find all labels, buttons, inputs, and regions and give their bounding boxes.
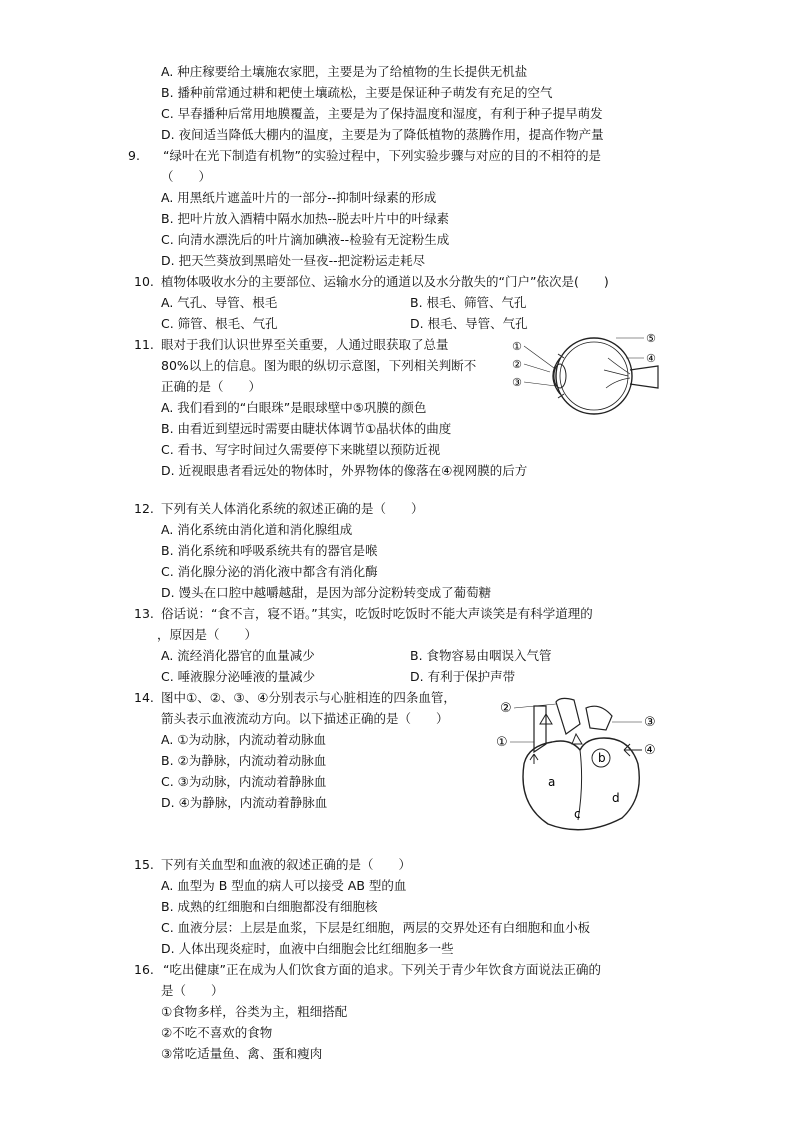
- q13-option-a: A. 流经消化器官的血量减少: [161, 648, 315, 663]
- heart-diagram: [494, 694, 664, 834]
- q11-number: 11.: [134, 337, 154, 352]
- eye-label-4: ④: [646, 352, 656, 365]
- q12-number: 12.: [134, 501, 154, 516]
- q9-stem: “绿叶在光下制造有机物”的实验过程中，下列实验步骤与对应的目的不相符的是: [163, 148, 601, 163]
- q16-item-1: ①食物多样，谷类为主，粗细搭配: [161, 1004, 348, 1019]
- q13-stem-cont: ，原因是（ ）: [157, 627, 258, 642]
- q8-option-d: D. 夜间适当降低大棚内的温度，主要是为了降低植物的蒸腾作用，提高作物产量: [161, 127, 604, 142]
- q13-stem: 俗话说：“食不言，寝不语。”其实，吃饭时吃饭时不能大声谈笑是有科学道理的: [161, 606, 593, 621]
- q16-stem: “吃出健康”正在成为人们饮食方面的追求。下列关于青少年饮食方面说法正确的: [163, 962, 601, 977]
- q11-option-d: D. 近视眼患者看远处的物体时，外界物体的像落在④视网膜的后方: [161, 463, 528, 478]
- q9-option-a: A. 用黑纸片遮盖叶片的一部分--抑制叶绿素的形成: [161, 190, 437, 205]
- q9-option-c: C. 向清水漂洗后的叶片滴加碘液--检验有无淀粉生成: [161, 232, 450, 247]
- eye-label-5: ⑤: [646, 332, 656, 345]
- q15-option-a: A. 血型为 B 型血的病人可以接受 AB 型的血: [161, 878, 407, 893]
- eye-diagram: [508, 328, 668, 420]
- q10-stem: 植物体吸收水分的主要部位、运输水分的通道以及水分散失的“门户”依次是( ): [161, 274, 609, 289]
- q13-option-c: C. 唾液腺分泌唾液的量减少: [161, 669, 316, 684]
- q11-option-a: A. 我们看到的“白眼珠”是眼球壁中⑤巩膜的颜色: [161, 400, 427, 415]
- q12-option-c: C. 消化腺分泌的消化液中都含有消化酶: [161, 564, 378, 579]
- q12-stem: 下列有关人体消化系统的叙述正确的是（ ）: [161, 501, 424, 516]
- q9-option-d: D. 把天竺葵放到黑暗处一昼夜--把淀粉运走耗尽: [161, 253, 426, 268]
- q15-stem: 下列有关血型和血液的叙述正确的是（ ）: [161, 857, 412, 872]
- q9-option-b: B. 把叶片放入酒精中隔水加热--脱去叶片中的叶绿素: [161, 211, 450, 226]
- q14-stem-cont: 箭头表示血液流动方向。以下描述正确的是（ ）: [161, 711, 449, 726]
- q16-number: 16.: [134, 962, 154, 977]
- q9-stem-cont: （ ）: [161, 169, 212, 184]
- heart-label-4: ④: [644, 743, 656, 758]
- heart-chamber-b: b: [598, 751, 606, 765]
- q11-option-c: C. 看书、写字时间过久需要停下来眺望以预防近视: [161, 442, 441, 457]
- heart-chamber-d: d: [612, 791, 620, 805]
- q8-option-c: C. 早春播种后常用地膜覆盖，主要是为了保持温度和湿度，有利于种子提早萌发: [161, 106, 603, 121]
- q16-item-2: ②不吃不喜欢的食物: [161, 1025, 273, 1040]
- q15-option-b: B. 成熟的红细胞和白细胞都没有细胞核: [161, 899, 378, 914]
- eye-label-1: ①: [512, 340, 522, 353]
- q11-stem-line3: 正确的是（ ）: [161, 379, 262, 394]
- q10-option-b: B. 根毛、筛管、气孔: [410, 295, 527, 310]
- heart-label-1: ①: [496, 735, 508, 750]
- eye-label-2: ②: [512, 358, 522, 371]
- q15-option-c: C. 血液分层：上层是血浆，下层是红细胞，两层的交界处还有白细胞和血小板: [161, 920, 591, 935]
- q15-number: 15.: [134, 857, 154, 872]
- q11-stem-line2: 80%以上的信息。图为眼的纵切示意图，下列相关判断不: [161, 358, 477, 373]
- q13-option-d: D. 有利于保护声带: [410, 669, 516, 684]
- q8-option-b: B. 播种前常通过耕和耙使土壤疏松，主要是保证种子萌发有充足的空气: [161, 85, 553, 100]
- q12-option-d: D. 馒头在口腔中越嚼越甜，是因为部分淀粉转变成了葡萄糖: [161, 585, 492, 600]
- q12-option-a: A. 消化系统由消化道和消化腺组成: [161, 522, 353, 537]
- q14-option-d: D. ④为静脉，内流动着静脉血: [161, 795, 328, 810]
- q14-option-c: C. ③为动脉，内流动着静脉血: [161, 774, 327, 789]
- q12-option-b: B. 消化系统和呼吸系统共有的器官是喉: [161, 543, 378, 558]
- q14-number: 14.: [134, 690, 154, 705]
- q10-option-c: C. 筛管、根毛、气孔: [161, 316, 278, 331]
- q8-option-a: A. 种庄稼要给土壤施农家肥，主要是为了给植物的生长提供无机盐: [161, 64, 528, 79]
- q10-option-d: D. 根毛、导管、气孔: [410, 316, 528, 331]
- q14-option-b: B. ②为静脉，内流动着动脉血: [161, 753, 327, 768]
- q13-option-b: B. 食物容易由咽误入气管: [410, 648, 552, 663]
- q11-option-b: B. 由看近到望远时需要由睫状体调节①晶状体的曲度: [161, 421, 452, 436]
- heart-label-3: ③: [644, 715, 656, 730]
- q13-number: 13.: [134, 606, 154, 621]
- q9-number: 9.: [128, 148, 140, 163]
- q10-number: 10.: [134, 274, 154, 289]
- q16-stem-cont: 是（ ）: [161, 983, 224, 998]
- q10-option-a: A. 气孔、导管、根毛: [161, 295, 278, 310]
- heart-chamber-c: c: [574, 807, 581, 821]
- q15-option-d: D. 人体出现炎症时，血液中白细胞会比红细胞多一些: [161, 941, 454, 956]
- q14-option-a: A. ①为动脉，内流动着动脉血: [161, 732, 326, 747]
- eye-label-3: ③: [512, 376, 522, 389]
- heart-label-2: ②: [500, 701, 512, 716]
- q11-stem: 眼对于我们认识世界至关重要，人通过眼获取了总量: [161, 337, 449, 352]
- heart-chamber-a: a: [548, 775, 556, 789]
- q16-item-3: ③常吃适量鱼、禽、蛋和瘦肉: [161, 1046, 323, 1061]
- q14-stem: 图中①、②、③、④分别表示与心脏相连的四条血管，: [161, 690, 456, 705]
